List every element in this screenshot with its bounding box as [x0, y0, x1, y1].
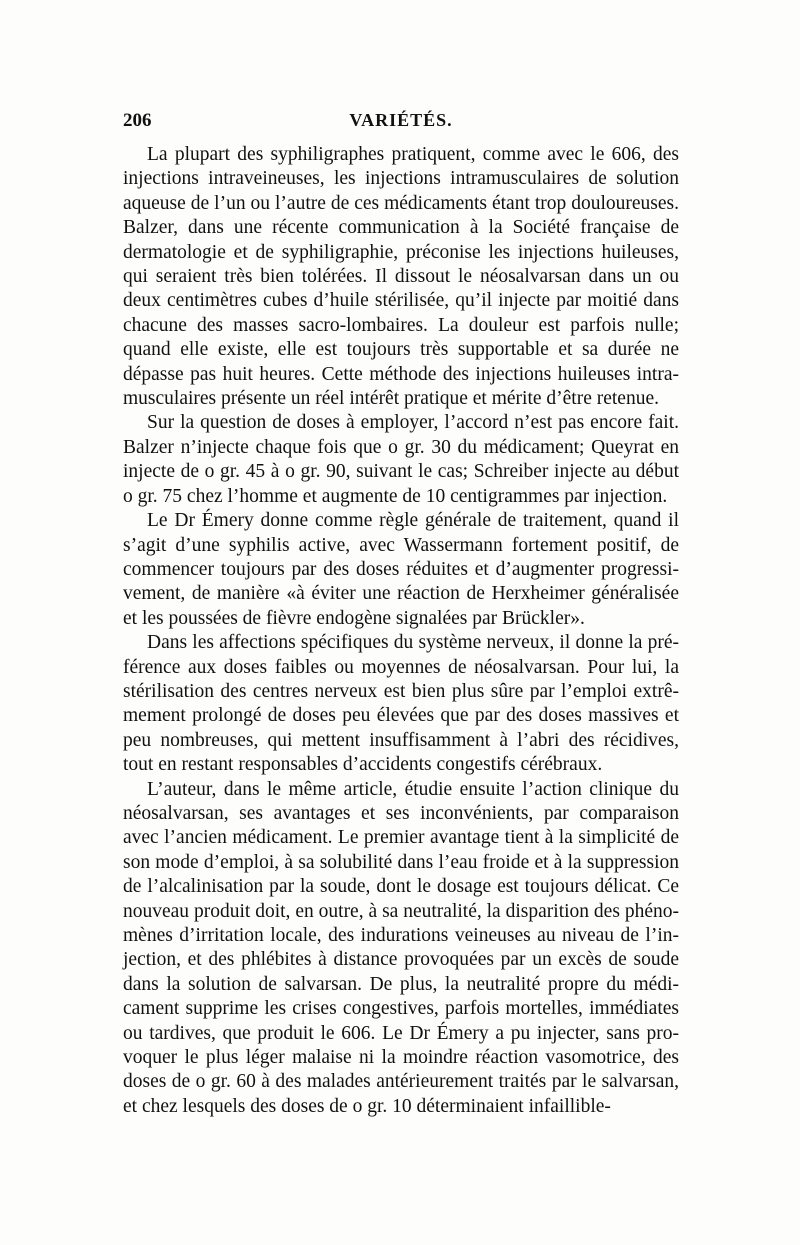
paragraph-doses: Sur la question de doses à employer, l’accord n’est pas encore fait. Balzer n’injecte chaque fois que o gr. 30 du médicament; Queyrat en injecte de o gr. 45 à o gr. 90, suivant le cas; Schreiber injecte au début o gr. 75 chez l’homme et augmente de 10 centigrammes par injection. — [123, 412, 679, 507]
paragraph-nervous-system: Dans les affections spécifiques du système nerveux, il donne la préférence aux doses faibles ou moyennes de néosalvarsan. Pour lui, la stérilisation des centres nerveux est bien plus sûre par l’emploi extrêmement prolongé de doses peu élevées que par des doses massives et peu nombreuses, qui mettent insuffisamment à l’abri des récidives, tout en restant responsables d’accidents congestifs cérébraux. — [123, 632, 679, 776]
paragraph-emery-treatment: Le Dr Émery donne comme règle générale de traitement, quand il s’agit d’une syphilis active, avec Wassermann fortement positif, de commencer toujours par des doses réduites et d’augmenter progressivement, de manière «à éviter une réaction de Herxheimer généralisée et les poussées de fièvre endogène signalées par Brückler». — [123, 510, 679, 629]
page-header — [123, 110, 679, 140]
body-text — [123, 143, 679, 1119]
paragraph-injections: La plupart des syphiligraphes pratiquent, comme avec le 606, des injections intraveineuses, les injections intramusculaires de solution aqueuse de l’un ou l’autre de ces médicaments étant trop douloureuses. Balzer, dans une récente communication à la Société française de dermatologie et de syphiligraphie, préconise les injections huileuses, qui seraient très bien tolérées. Il dissout le néosalvarsan dans un ou deux centimètres cubes d’huile stérilisée, qu’il injecte par moitié dans chacune des masses sacro-lombaires. La douleur est parfois nulle; quand elle existe, elle est toujours très supportable et sa durée ne dépasse pas huit heures. Cette méthode des injections huileuses intramusculaires présente un réel intérêt pratique et mérite d’être retenue. — [123, 144, 679, 410]
paragraph-clinical-action: L’auteur, dans le même article, étudie ensuite l’action clinique du néosalvarsan, ses avantages et ses inconvénients, par comparaison avec l’ancien médicament. Le premier avantage tient à la simplicité de son mode d’emploi, à sa solubilité dans l’eau froide et à la suppression de l’alcalinisation par la soude, dont le dosage est toujours délicat. Ce nouveau produit doit, en outre, à sa neutralité, la disparition des phénomènes d’irritation locale, des indurations veineuses au niveau de l’injection, et des phlébites à distance provoquées par un excès de soude dans la solution de salvarsan. De plus, la neutralité propre du médicament supprime les crises congestives, parfois mortelles, immédiates ou tardives, que produit le 606. Le Dr Émery a pu injecter, sans provoquer le plus léger malaise ni la moindre réaction vasomotrice, des doses de o gr. 60 à des malades antérieurement traités par le salvarsan, et chez lesquels des doses de o gr. 10 déterminaient infaillible- — [123, 778, 679, 1117]
page-number: 206 — [123, 110, 152, 131]
running-head: VARIÉTÉS. — [349, 110, 453, 130]
